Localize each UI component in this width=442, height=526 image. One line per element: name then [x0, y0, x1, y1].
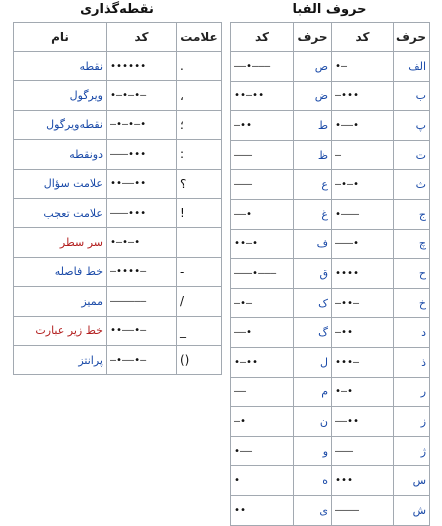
alphabet-row — [231, 377, 430, 407]
alphabet-row — [231, 288, 430, 318]
punctuation-name-link[interactable]: نقطه — [14, 52, 107, 81]
morse-code: ••–•• — [231, 81, 294, 111]
morse-code: •••• — [332, 259, 394, 289]
letter-link[interactable]: ه — [294, 466, 332, 496]
morse-code: • — [231, 466, 294, 496]
punctuation-name-link[interactable]: خط زیر عبارت — [14, 316, 107, 345]
alphabet-title: حروف الفبا — [292, 2, 367, 17]
letter-link[interactable]: ف — [294, 229, 332, 259]
morse-code: ––•• — [332, 407, 394, 437]
alphabet-row — [231, 259, 430, 289]
punctuation-name-link[interactable]: ممیز — [14, 287, 107, 316]
punctuation-row — [14, 228, 222, 257]
morse-code: •–•–•– — [107, 81, 177, 110]
punctuation-row — [14, 257, 222, 286]
header-letter-1: حرف — [394, 23, 430, 52]
punctuation-section — [13, 0, 221, 375]
morse-code: ––– — [231, 140, 294, 170]
alphabet-row — [231, 318, 430, 348]
morse-code: –––••• — [107, 140, 177, 169]
punctuation-sign: - — [177, 257, 222, 286]
morse-code: –––– — [332, 495, 394, 525]
alphabet-header-row — [231, 23, 430, 52]
morse-code: •– — [332, 52, 394, 82]
morse-code: –•• — [231, 111, 294, 141]
letter-link[interactable]: س — [394, 466, 430, 496]
alphabet-row — [231, 111, 430, 141]
punctuation-name-link[interactable]: خط فاصله — [14, 257, 107, 286]
punctuation-row — [14, 110, 222, 139]
morse-code: ––• — [231, 318, 294, 348]
letter-link[interactable]: ث — [394, 170, 430, 200]
morse-code: •–– — [231, 436, 294, 466]
letter-link[interactable]: ط — [294, 111, 332, 141]
alphabet-row — [231, 140, 430, 170]
punctuation-row — [14, 316, 222, 345]
alphabet-section — [230, 0, 429, 526]
punctuation-row — [14, 140, 222, 169]
letter-link[interactable]: ع — [294, 170, 332, 200]
punctuation-sign: ! — [177, 198, 222, 227]
morse-code: •–• — [332, 377, 394, 407]
alphabet-row — [231, 466, 430, 496]
letter-link[interactable]: الف — [394, 52, 430, 82]
punctuation-sign: ؟ — [177, 169, 222, 198]
morse-code: –••• — [332, 81, 394, 111]
alphabet-table — [230, 22, 430, 526]
punctuation-sign: _ — [177, 316, 222, 345]
letter-link[interactable]: و — [294, 436, 332, 466]
header-code-2: کد — [231, 23, 294, 52]
alphabet-row — [231, 81, 430, 111]
header-code-1: کد — [332, 23, 394, 52]
morse-code: – — [332, 140, 394, 170]
header-name: نام — [14, 23, 107, 52]
letter-link[interactable]: ح — [394, 259, 430, 289]
morse-code: –•• — [332, 318, 394, 348]
punctuation-row — [14, 345, 222, 374]
morse-code: –•–• — [332, 170, 394, 200]
morse-code: ••–• — [231, 229, 294, 259]
alphabet-row — [231, 436, 430, 466]
morse-code: –––•––– — [231, 259, 294, 289]
punctuation-sign: ؛ — [177, 110, 222, 139]
letter-link[interactable]: ک — [294, 288, 332, 318]
letter-link[interactable]: ل — [294, 347, 332, 377]
morse-code: •––• — [332, 111, 394, 141]
punctuation-name-link[interactable]: پرانتز — [14, 345, 107, 374]
morse-code: ––• — [231, 199, 294, 229]
letter-link[interactable]: م — [294, 377, 332, 407]
letter-link[interactable]: ق — [294, 259, 332, 289]
punctuation-row — [14, 81, 222, 110]
punctuation-title: نقطه‌گذاری — [80, 2, 154, 17]
morse-code: –––––– — [107, 287, 177, 316]
letter-link[interactable]: ظ — [294, 140, 332, 170]
morse-code: ––– — [231, 170, 294, 200]
punctuation-row — [14, 169, 222, 198]
letter-link[interactable]: غ — [294, 199, 332, 229]
morse-code: •––– — [332, 199, 394, 229]
morse-code: ––•––– — [231, 52, 294, 82]
punctuation-name-link[interactable]: علامت تعجب — [14, 198, 107, 227]
morse-code: ––– — [332, 436, 394, 466]
punctuation-name-link[interactable]: نقطه‌ویرگول — [14, 110, 107, 139]
morse-code: •••••• — [107, 52, 177, 81]
letter-link[interactable]: ز — [394, 407, 430, 437]
morse-code: –•–•–• — [107, 110, 177, 139]
letter-link[interactable]: ت — [394, 140, 430, 170]
morse-code: –––• — [332, 229, 394, 259]
punctuation-name-link[interactable]: دونقطه — [14, 140, 107, 169]
letter-link[interactable]: ج — [394, 199, 430, 229]
letter-link[interactable]: ژ — [394, 436, 430, 466]
punctuation-table — [13, 22, 222, 375]
letter-link[interactable]: ن — [294, 407, 332, 437]
alphabet-row — [231, 199, 430, 229]
morse-code: ••––•• — [107, 169, 177, 198]
letter-link[interactable]: ر — [394, 377, 430, 407]
alphabet-row — [231, 407, 430, 437]
punctuation-sign: () — [177, 345, 222, 374]
letter-link[interactable]: چ — [394, 229, 430, 259]
punctuation-row — [14, 198, 222, 227]
punctuation-sign: : — [177, 140, 222, 169]
morse-code: •• — [231, 495, 294, 525]
alphabet-row — [231, 52, 430, 82]
morse-code: –– — [231, 377, 294, 407]
alphabet-row — [231, 229, 430, 259]
morse-code: •–•• — [231, 347, 294, 377]
letter-link[interactable]: ش — [394, 495, 430, 525]
letter-link[interactable]: ض — [294, 81, 332, 111]
letter-link[interactable]: خ — [394, 288, 430, 318]
header-letter-2: حرف — [294, 23, 332, 52]
alphabet-row — [231, 495, 430, 525]
letter-link[interactable]: ذ — [394, 347, 430, 377]
morse-code: –••– — [332, 288, 394, 318]
punctuation-header-row — [14, 23, 222, 52]
punctuation-row — [14, 52, 222, 81]
morse-code: •••– — [332, 347, 394, 377]
punctuation-name-link[interactable]: ویرگول — [14, 81, 107, 110]
punctuation-sign: . — [177, 52, 222, 81]
letter-link[interactable]: ی — [294, 495, 332, 525]
punctuation-name-link[interactable]: علامت سؤال — [14, 169, 107, 198]
letter-link[interactable]: د — [394, 318, 430, 348]
alphabet-row — [231, 347, 430, 377]
letter-link[interactable]: گ — [294, 318, 332, 348]
punctuation-sign: ، — [177, 81, 222, 110]
morse-code: •–•–• — [107, 228, 177, 257]
punctuation-sign: / — [177, 287, 222, 316]
punctuation-sign — [177, 228, 222, 257]
header-code: کد — [107, 23, 177, 52]
morse-code: –––••• — [107, 198, 177, 227]
alphabet-row — [231, 170, 430, 200]
morse-code: ••• — [332, 466, 394, 496]
morse-code: –• — [231, 407, 294, 437]
letter-link[interactable]: پ — [394, 111, 430, 141]
letter-link[interactable]: ص — [294, 52, 332, 82]
morse-code: –•––•– — [107, 345, 177, 374]
header-sign: علامت — [177, 23, 222, 52]
morse-code: –•– — [231, 288, 294, 318]
letter-link[interactable]: ب — [394, 81, 430, 111]
punctuation-name-link[interactable]: سر سطر — [14, 228, 107, 257]
morse-code: ••––•– — [107, 316, 177, 345]
punctuation-row — [14, 287, 222, 316]
morse-code: –••••– — [107, 257, 177, 286]
